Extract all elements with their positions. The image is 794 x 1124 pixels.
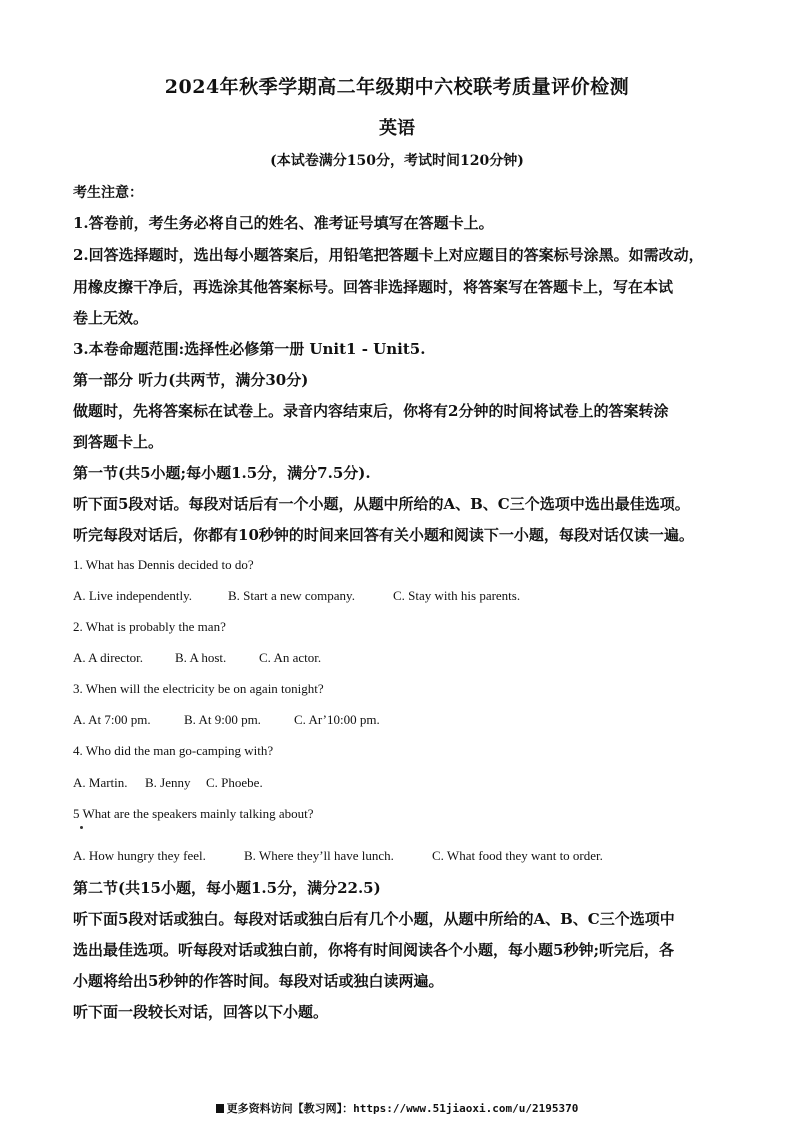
- option-a: A. Martin.: [73, 775, 128, 790]
- notice-heading: 考生注意：: [73, 185, 143, 201]
- option-b: B. Where they’ll have lunch.: [244, 848, 394, 863]
- flag-icon: [216, 1104, 224, 1113]
- notice-item-3: 3.本卷命题范围:选择性必修第一册 Unit1 - Unit5.: [73, 340, 426, 358]
- question-5-options: [73, 848, 603, 864]
- section2-instruction-line-1: 听下面5段对话或独白。每段对话或独白后有几个小题，从题中所给的A、B、C三个选项中: [73, 910, 675, 928]
- footer-text: 更多资料访问【教习网】：https://www.51jiaoxi.com/u/2195370: [226, 1102, 579, 1115]
- exam-title: 2024年秋季学期高二年级期中六校联考质量评价检测: [164, 76, 630, 98]
- notice-item-2-line-1: 2.回答选择题时，选出每小题答案后，用铅笔把答题卡上对应题目的答案标号涂黑。如需改动，: [73, 246, 704, 264]
- stray-dot-mark: [80, 826, 83, 829]
- part1-heading: 第一部分 听力(共两节，满分30分): [73, 371, 309, 389]
- question-2: 2. What is probably the man?: [73, 619, 226, 634]
- section2-sub-instruction: 听下面一段较长对话，回答以下小题。: [73, 1003, 329, 1021]
- question-4-options: [73, 775, 263, 791]
- option-c: C. What food they want to order.: [432, 848, 603, 863]
- question-5: 5 What are the speakers mainly talking about?: [73, 806, 314, 821]
- notice-item-2-line-2: 用橡皮擦干净后，再选涂其他答案标号。回答非选择题时，将答案写在答题卡上，写在本试: [73, 278, 674, 296]
- section2-heading: 第二节(共15小题，每小题1.5分，满分22.5): [73, 879, 381, 897]
- question-1-options: [73, 588, 520, 604]
- section2-instruction-line-3: 小题将给出5秒钟的作答时间。每段对话或独白读两遍。: [73, 972, 444, 990]
- question-3: 3. When will the electricity be on again tonight?: [73, 681, 324, 696]
- section2-instruction-line-2: 选出最佳选项。听每段对话或独白前，你将有时间阅读各个小题，每小题5秒钟;听完后，各: [73, 941, 674, 959]
- notice-item-1: 1.答卷前，考生务必将自己的姓名、准考证号填写在答题卡上。: [73, 214, 494, 232]
- section1-heading: 第一节(共5小题;每小题1.5分，满分7.5分).: [73, 464, 371, 482]
- option-b: B. Jenny: [145, 775, 191, 790]
- exam-info: (本试卷满分150分，考试时间120分钟): [270, 153, 524, 169]
- option-a: A. At 7:00 pm.: [73, 712, 151, 727]
- question-1: 1. What has Dennis decided to do?: [73, 557, 254, 572]
- question-4: 4. Who did the man go-camping with?: [73, 743, 274, 758]
- option-a: A. Live independently.: [73, 588, 193, 603]
- section1-instruction-line-1: 听下面5段对话。每段对话后有一个小题，从题中所给的A、B、C三个选项中选出最佳选项。: [73, 495, 690, 513]
- section1-instruction-line-2: 听完每段对话后，你都有10秒钟的时间来回答有关小题和阅读下一小题，每段对话仅读一遍。: [73, 526, 694, 544]
- subject-title: 英语: [379, 118, 415, 139]
- option-c: C. Stay with his parents.: [393, 588, 521, 603]
- question-3-options: [73, 712, 380, 728]
- footer-link[interactable]: [0, 1100, 794, 1116]
- question-2-options: [73, 650, 321, 666]
- option-c: C. Phoebe.: [206, 775, 263, 790]
- option-c: C. An actor.: [259, 650, 322, 665]
- option-b: B. Start a new company.: [228, 588, 355, 603]
- part1-instruction-line-2: 到答题卡上。: [73, 433, 164, 451]
- part1-instruction-line-1: 做题时，先将答案标在试卷上。录音内容结束后，你将有2分钟的时间将试卷上的答案转涂: [73, 402, 669, 420]
- option-a: A. A director.: [73, 650, 144, 665]
- option-b: B. At 9:00 pm.: [184, 712, 261, 727]
- notice-item-2-line-3: 卷上无效。: [73, 309, 149, 327]
- option-a: A. How hungry they feel.: [73, 848, 206, 863]
- option-c: C. Ar’10:00 pm.: [294, 712, 380, 727]
- option-b: B. A host.: [175, 650, 227, 665]
